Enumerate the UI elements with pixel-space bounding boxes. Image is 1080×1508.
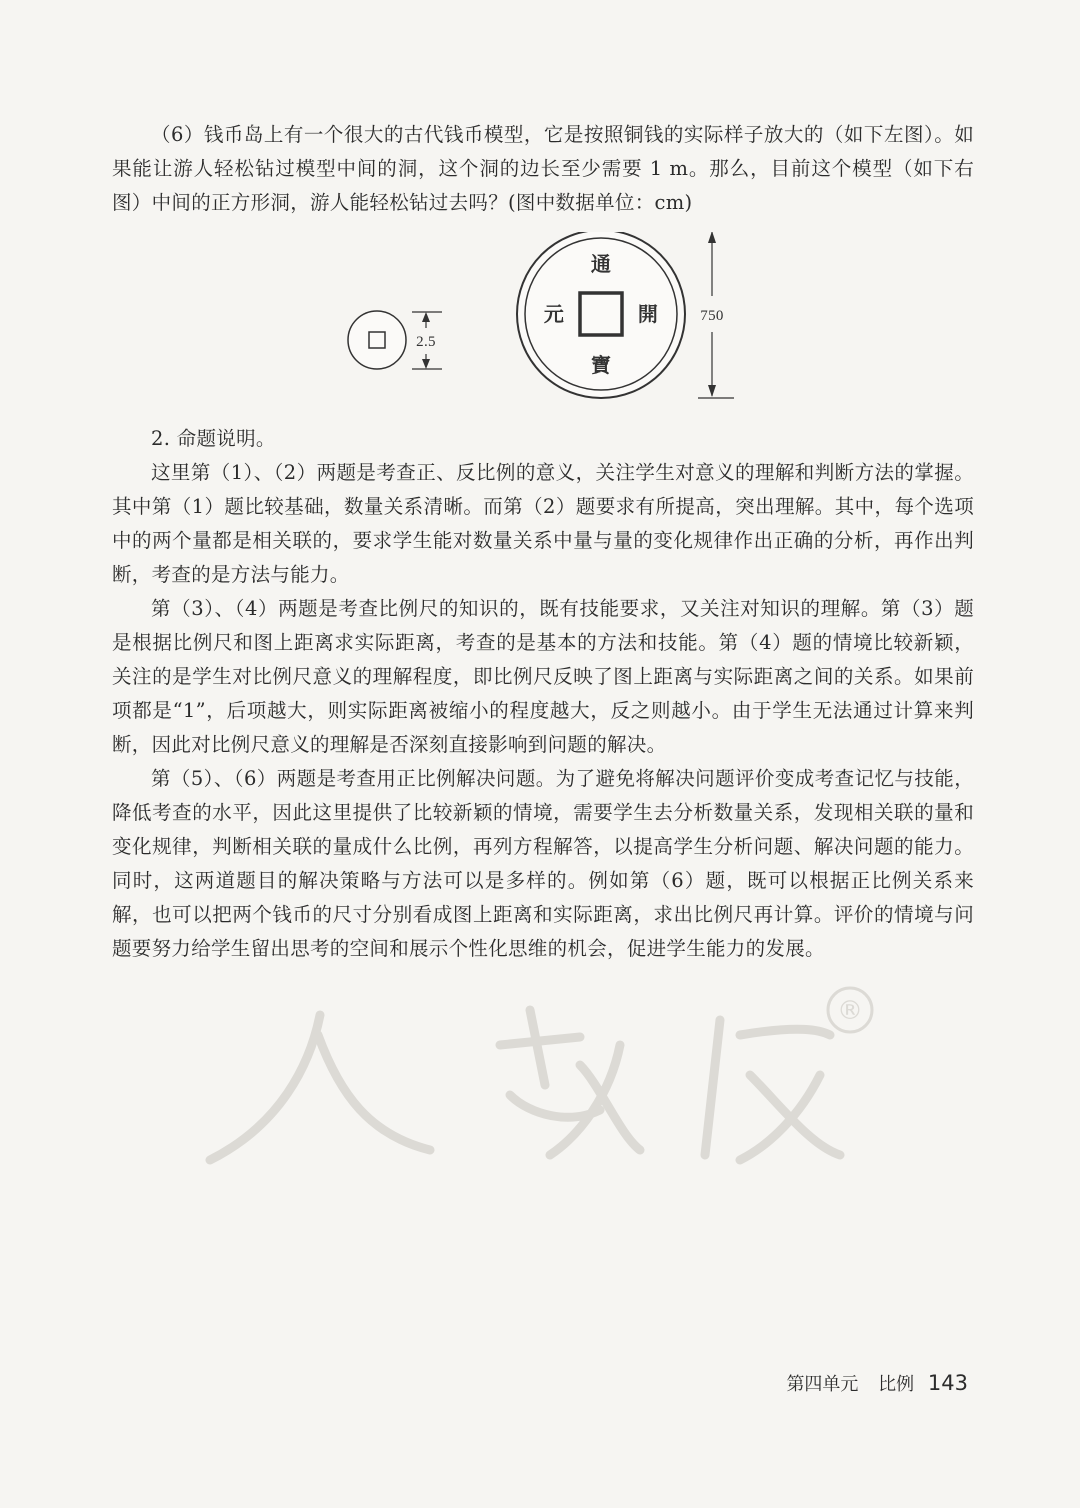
page-footer (786, 1370, 968, 1396)
large-coin-dimension (698, 232, 734, 398)
coin-char-right: 開 (637, 302, 659, 326)
coin-char-left: 元 (543, 302, 565, 326)
small-coin-dimension (412, 312, 442, 369)
small-coin-label: 2.5 (416, 334, 436, 350)
coin-figure-svg (112, 232, 974, 418)
footer-unit: 第四单元 (786, 1374, 859, 1395)
small-coin (348, 311, 406, 369)
section-paragraph-1: 这里第（1）、（2）两题是考查正、反比例的意义，关注学生对意义的理解和判断方法的掌握。其中第（1）题比较基础，数量关系清晰。而第（2）题要求有所提高，突出理解。其中，每个选项中的两个量都是相关联的，要求学生能对数量关系中量与量的变化规律作出正确的分析，再作出判断，考查的是方法与能力。 (112, 461, 974, 586)
large-coin (517, 232, 685, 398)
problem-6-text: （6）钱币岛上有一个很大的古代钱币模型，它是按照铜钱的实际样子放大的（如下左图）。如果能让游人轻松钻过模型中间的洞，这个洞的边长至少需要 1 m。那么，目前这个模型（如下右图）中间的正方形洞，游人能轻松钻过去吗？(图中数据单位：cm) (112, 123, 974, 214)
registered-mark-text: ® (837, 996, 863, 1026)
section-heading: 2. 命题说明。 (151, 427, 276, 450)
section-paragraph-3: 第（5）、（6）两题是考查用正比例解决问题。为了避免将解决问题评价变成考查记忆与技能，降低考查的水平，因此这里提供了比较新颖的情境，需要学生去分析数量关系，发现相关联的量和变化规律，判断相关联的量成什么比例，再列方程解答，以提高学生分析问题、解决问题的能力。同时，这两道题目的解决策略与方法可以是多样的。例如第（6）题，既可以根据正比例关系来解，也可以把两个钱币的尺寸分别看成图上距离和实际距离，求出比例尺再计算。评价的情境与问题要努力给学生留出思考的空间和展示个性化思维的机会，促进学生能力的发展。 (112, 767, 974, 960)
coin-char-top: 通 (590, 252, 612, 276)
publisher-watermark (200, 975, 900, 1175)
large-coin-label: 750 (700, 308, 724, 324)
coin-char-bottom: 寶 (590, 353, 612, 377)
footer-topic: 比例 (878, 1374, 915, 1395)
watermark-logo (210, 1010, 840, 1160)
page-number: 143 (927, 1371, 968, 1395)
section-paragraph-2: 第（3）、（4）两题是考查比例尺的知识的，既有技能要求，又关注对知识的理解。第（3）题是根据比例尺和图上距离求实际距离，考查的是基本的方法和技能。第（4）题的情境比较新颖，关注的是学生对比例尺意义的理解程度，即比例尺反映了图上距离与实际距离之间的关系。如果前项都是“1”，后项越大，则实际距离被缩小的程度越大，反之则越小。由于学生无法通过计算来判断，因此对比例尺意义的理解是否深刻直接影响到问题的解决。 (112, 597, 974, 756)
registered-mark (828, 988, 872, 1032)
page-body (112, 118, 974, 966)
coin-figure (112, 232, 974, 418)
